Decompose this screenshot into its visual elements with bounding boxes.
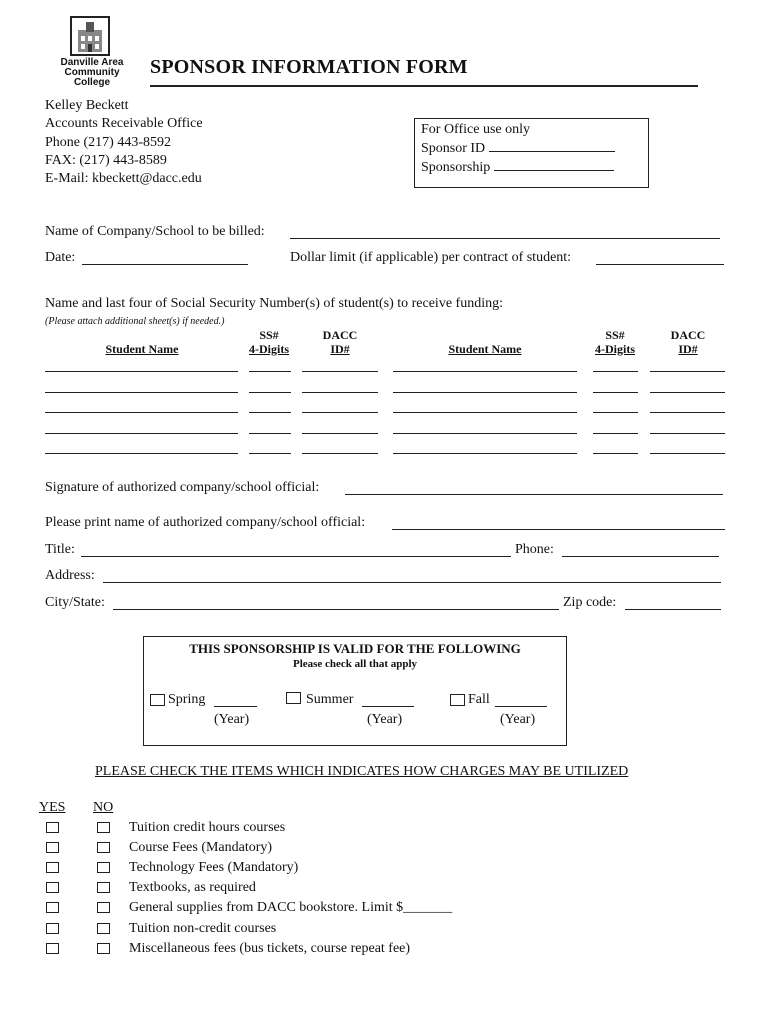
dacc-left-field[interactable] <box>302 412 378 413</box>
fall-year-caption: (Year) <box>500 712 536 727</box>
student-name-left-field[interactable] <box>45 453 238 454</box>
logo-line-2: Community College <box>64 67 120 88</box>
contact-email: E-Mail: kbeckett@dacc.edu <box>45 171 202 187</box>
student-name-right-field[interactable] <box>393 433 577 434</box>
student-name-right-field[interactable] <box>393 453 577 454</box>
charge-item-label: Tuition credit hours courses <box>129 820 286 835</box>
col-dacc-right-1: DACC <box>670 328 706 342</box>
student-name-left-field[interactable] <box>45 371 238 372</box>
charges-heading: PLEASE CHECK THE ITEMS WHICH INDICATES HOW CHARGES MAY BE UTILIZED <box>95 764 629 779</box>
contact-office: Accounts Receivable Office <box>45 116 203 132</box>
student-name-right-field[interactable] <box>393 371 577 372</box>
summer-year-field[interactable] <box>362 706 414 707</box>
date-field[interactable] <box>82 264 248 265</box>
yes-checkbox[interactable] <box>46 862 59 873</box>
student-name-left-field[interactable] <box>45 412 238 413</box>
fall-year-field[interactable] <box>495 706 547 707</box>
contact-phone: Phone (217) 443-8592 <box>45 134 171 150</box>
dacc-left-field[interactable] <box>302 371 378 372</box>
logo-line-1: Danville Area <box>60 57 124 68</box>
charge-item-label: Textbooks, as required <box>129 880 256 896</box>
charge-item-label: Course Fees (Mandatory) <box>129 840 273 856</box>
yes-checkbox[interactable] <box>46 842 59 853</box>
ss-right-field[interactable] <box>593 433 638 434</box>
student-name-right-field[interactable] <box>393 412 577 413</box>
no-checkbox[interactable] <box>97 923 110 934</box>
zip-field[interactable] <box>625 609 721 610</box>
ss-left-field[interactable] <box>249 392 291 393</box>
building-icon <box>70 16 110 56</box>
ss-left-field[interactable] <box>249 433 291 434</box>
spring-year-caption: (Year) <box>214 712 250 727</box>
address-field[interactable] <box>103 582 721 583</box>
dacc-right-field[interactable] <box>650 412 725 413</box>
dollar-limit-field[interactable] <box>596 264 724 265</box>
phone-label: Phone: <box>515 542 554 557</box>
fall-checkbox[interactable] <box>450 694 465 706</box>
ss-right-field[interactable] <box>593 371 638 372</box>
no-checkbox[interactable] <box>97 842 110 853</box>
charge-item-label: Tuition non-credit courses <box>129 920 277 936</box>
ss-left-field[interactable] <box>249 412 291 413</box>
dacc-left-field[interactable] <box>302 392 378 393</box>
student-name-left-field[interactable] <box>45 392 238 393</box>
col-dacc-left-1: DACC <box>322 328 358 342</box>
col-ss-right-2: 4-Digits <box>595 342 635 356</box>
ss-right-field[interactable] <box>593 453 638 454</box>
no-checkbox[interactable] <box>97 822 110 833</box>
page-title: SPONSOR INFORMATION FORM <box>150 56 468 78</box>
title-label: Title: <box>45 542 75 557</box>
col-ss-right-1: SS# <box>605 328 625 342</box>
no-checkbox[interactable] <box>97 902 110 913</box>
spring-checkbox[interactable] <box>150 694 165 706</box>
company-label: Name of Company/School to be billed: <box>45 224 265 239</box>
title-field[interactable] <box>81 556 511 557</box>
sponsorship-label: Sponsorship <box>421 160 491 175</box>
charge-item-label: Technology Fees (Mandatory) <box>129 860 299 876</box>
spring-label: Spring <box>168 692 206 707</box>
no-checkbox[interactable] <box>97 943 110 954</box>
col-ss-left-1: SS# <box>259 328 279 342</box>
address-label: Address: <box>45 568 95 583</box>
student-name-left-field[interactable] <box>45 433 238 434</box>
yes-checkbox[interactable] <box>46 882 59 893</box>
sponsor-id-field[interactable] <box>489 139 615 152</box>
company-field[interactable] <box>290 238 720 239</box>
sponsorship-field[interactable] <box>494 158 614 171</box>
title-rule <box>150 85 698 87</box>
sponsor-id-label: Sponsor ID <box>421 141 486 156</box>
contact-name: Kelley Beckett <box>45 98 129 113</box>
no-column-heading: NO <box>93 800 114 815</box>
ss-right-field[interactable] <box>593 392 638 393</box>
dacc-right-field[interactable] <box>650 453 725 454</box>
col-student-name-left: Student Name <box>105 342 179 356</box>
summer-label: Summer <box>306 692 354 707</box>
charge-item-label: General supplies from DACC bookstore. Limit $_______ <box>129 900 453 916</box>
signature-field[interactable] <box>345 494 723 495</box>
yes-checkbox[interactable] <box>46 822 59 833</box>
ss-left-field[interactable] <box>249 453 291 454</box>
col-dacc-left-2: ID# <box>330 342 350 356</box>
signature-label: Signature of authorized company/school official: <box>45 480 320 495</box>
validity-heading: THIS SPONSORSHIP IS VALID FOR THE FOLLOWING <box>189 641 521 656</box>
student-name-right-field[interactable] <box>393 392 577 393</box>
dacc-right-field[interactable] <box>650 371 725 372</box>
yes-checkbox[interactable] <box>46 943 59 954</box>
city-state-label: City/State: <box>45 595 105 610</box>
ss-right-field[interactable] <box>593 412 638 413</box>
office-use-box <box>414 118 649 188</box>
city-state-field[interactable] <box>113 609 559 610</box>
print-name-label: Please print name of authorized company/school official: <box>45 515 366 530</box>
contact-block <box>45 97 203 188</box>
zip-label: Zip code: <box>563 595 617 610</box>
fall-label: Fall <box>468 692 490 707</box>
phone-field[interactable] <box>562 556 719 557</box>
validity-subheading: Please check all that apply <box>292 658 418 670</box>
dacc-left-field[interactable] <box>302 433 378 434</box>
dacc-left-field[interactable] <box>302 453 378 454</box>
summer-year-caption: (Year) <box>367 712 403 727</box>
dacc-right-field[interactable] <box>650 392 725 393</box>
no-checkbox[interactable] <box>97 862 110 873</box>
col-student-name-right: Student Name <box>448 342 522 356</box>
charge-item-label: Miscellaneous fees (bus tickets, course repeat fee) <box>129 940 411 956</box>
contact-fax: FAX: (217) 443-8589 <box>45 152 167 168</box>
dacc-right-field[interactable] <box>650 433 725 434</box>
attach-note: (Please attach additional sheet(s) if needed.) <box>45 316 225 327</box>
yes-column-heading: YES <box>39 800 66 815</box>
spring-year-field[interactable] <box>214 706 257 707</box>
no-checkbox[interactable] <box>97 882 110 893</box>
dollar-limit-label: Dollar limit (if applicable) per contract of student: <box>290 250 572 265</box>
date-label: Date: <box>45 250 76 265</box>
yes-checkbox[interactable] <box>46 923 59 934</box>
college-logo <box>46 14 138 88</box>
students-intro: Name and last four of Social Security Number(s) of student(s) to receive funding: <box>45 296 503 311</box>
summer-checkbox[interactable] <box>286 692 301 704</box>
print-name-field[interactable] <box>392 529 725 530</box>
ss-left-field[interactable] <box>249 371 291 372</box>
yes-checkbox[interactable] <box>46 902 59 913</box>
col-dacc-right-2: ID# <box>678 342 698 356</box>
col-ss-left-2: 4-Digits <box>249 342 289 356</box>
office-use-heading: For Office use only <box>421 122 530 137</box>
